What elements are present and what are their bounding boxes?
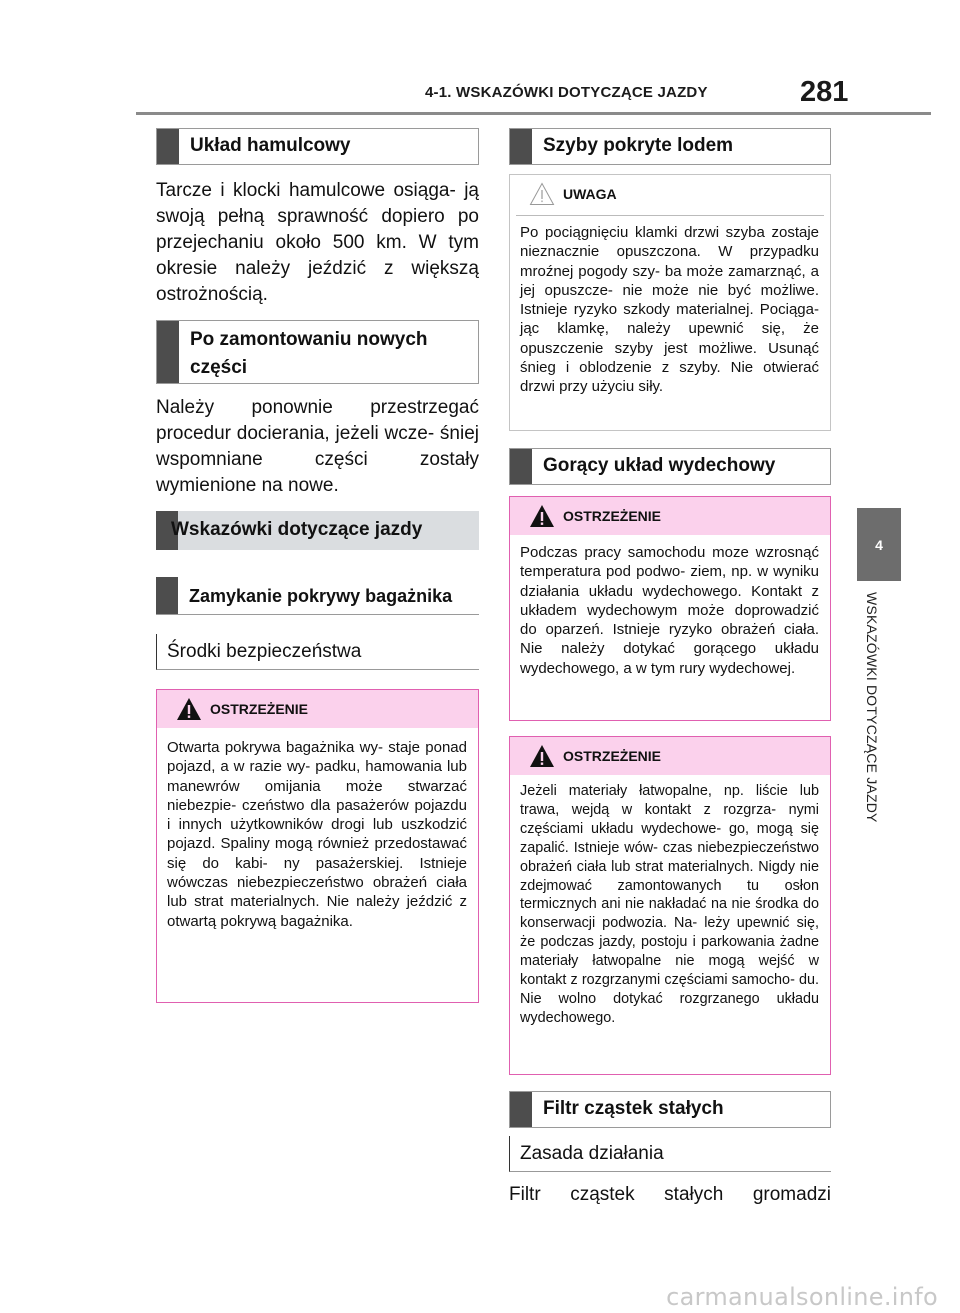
section-marker <box>156 577 178 614</box>
section-marker <box>510 1092 532 1127</box>
subsection-safety <box>156 634 479 670</box>
warning-box-exhaust-1 <box>509 496 831 721</box>
chapter-tab-number: 4 <box>875 536 883 553</box>
chapter-side-label: WSKAZÓWKI DOTYCZĄCE JAZDY <box>864 592 880 823</box>
watermark: carmanualsonline.info <box>666 1283 938 1311</box>
section-new-parts <box>156 320 479 384</box>
section-exhaust <box>509 448 831 485</box>
section-filter <box>509 1091 831 1128</box>
new-parts-paragraph: Należy ponownie przestrzegać procedur docierania, jeżeli wcze- śniej wspomniane części zostały wymienione na nowe. <box>156 397 479 496</box>
section-driving-tips <box>156 511 479 550</box>
section-title: Szyby pokryte lodem <box>543 135 734 156</box>
brakes-paragraph: Tarcze i klocki hamulcowe osiąga- ją swoją pełną sprawność dopiero po przejechaniu około 500 km. W tym okresie należy jeździć z większą ostrożnością. <box>156 180 479 305</box>
caution-box-ice <box>509 174 831 431</box>
warning-triangle-icon <box>176 697 202 721</box>
page-number: 281 <box>800 76 849 108</box>
section-marker <box>510 449 532 484</box>
section-title: Wskazówki dotyczące jazdy <box>171 519 423 540</box>
section-marker <box>157 321 179 383</box>
header-rule <box>136 112 931 115</box>
warning-triangle-icon <box>529 744 555 768</box>
section-title: Układ hamulcowy <box>190 135 351 156</box>
warning-text: Otwarta pokrywa bagażnika wy- staje ponad pojazd, a w razie wy- padku, hamowania lub manewrów omijania może stwarzać niebezpie- czeństwo dla pasażerów pojazdu i innych użytkowników drogi lub uszkodzić pojazd. Spaliny mogą również przedostawać się do kabi- ny pasażerskiej. Istnieje wówczas niebezpieczeństwo obrażeń ciała lub strat materialnych. Nie należy jeździć z otwartą pokrywą bagażnika. <box>167 739 467 930</box>
section-title: Zamykanie pokrywy bagażnika <box>189 586 453 606</box>
warning-triangle-icon <box>529 504 555 528</box>
section-title: Po zamontowaniu nowych części <box>190 329 428 378</box>
subsection-title: Zasada działania <box>520 1143 664 1164</box>
warning-text: Podczas pracy samochodu moze wzrosnąć temperatura pod podwo- ziem, np. w wyniku działania układu wydechowego. Kontakt z układem wydechowym może doprowadzić do oparzeń. Istnieje ryzyko obrażeń ciała. Nie należy dotykać gorącego układu wydechowego, a w tym rury wydechowej. <box>520 544 819 677</box>
caution-divider <box>516 215 824 216</box>
section-brakes <box>156 128 479 165</box>
section-marker <box>510 129 532 164</box>
section-title: Gorący układ wydechowy <box>543 455 776 476</box>
subsection-principle <box>509 1136 831 1172</box>
caution-label: UWAGA <box>563 186 617 202</box>
section-title: Filtr cząstek stałych <box>543 1098 724 1119</box>
caution-triangle-icon <box>529 182 555 206</box>
warning-label: OSTRZEŻENIE <box>563 508 662 524</box>
section-ice <box>509 128 831 165</box>
caution-text: Po pociągnięciu klamki drzwi szyba zostaje nieznacznie opuszczona. W przypadku mroźnej pogody szy- ba może zamarznąć, a jej opuszcze- nie może nie być możliwe. Istnieje ryzyko szkody materialnej. Pociąga- jąc klamkę, należy upewnić się, że opuszczenie szyby jest możliwe. Usunąć śnieg i oblodzenie z szyby. Nie otwierać drzwi przy użyciu siły. <box>520 224 819 396</box>
warning-header <box>510 497 830 535</box>
filter-paragraph: Filtr cząstek stałych gromadzi <box>509 1184 831 1205</box>
warning-box-exhaust-2 <box>509 736 831 1075</box>
chapter-tab[interactable] <box>857 508 901 581</box>
caution-header <box>510 175 830 213</box>
warning-text: Jeżeli materiały łatwopalne, np. liście lub trawa, wejdą w kontakt z rozgrza- nymi częściami układu wydechowe- go, mogą się zapalić. Istnieje wów- czas niebezpieczeństwo obrażeń ciała lub strat materialnych. Nigdy nie zdejmować zamontowanych tu osłon termicznych ani nie nakładać na nie środka do konserwacji podwozia. Na- leży upewnić się, że podczas jazdy, postoju i parkowania żadne materiały łatwopalne nie mogą wejść w kontakt z rozgrzanymi częściami samocho- du. Nie wolno dotykać rozgrzanego układu wydechowego. <box>520 783 819 1026</box>
warning-header <box>510 737 830 775</box>
warning-box-trunk <box>156 689 479 1003</box>
section-marker <box>157 129 179 164</box>
warning-label: OSTRZEŻENIE <box>210 701 309 717</box>
warning-header <box>157 690 478 728</box>
warning-label: OSTRZEŻENIE <box>563 748 662 764</box>
subsection-title: Środki bezpieczeństwa <box>167 641 362 662</box>
chapter-title: 4-1. WSKAZÓWKI DOTYCZĄCE JAZDY <box>425 84 708 101</box>
section-trunk <box>156 577 479 615</box>
